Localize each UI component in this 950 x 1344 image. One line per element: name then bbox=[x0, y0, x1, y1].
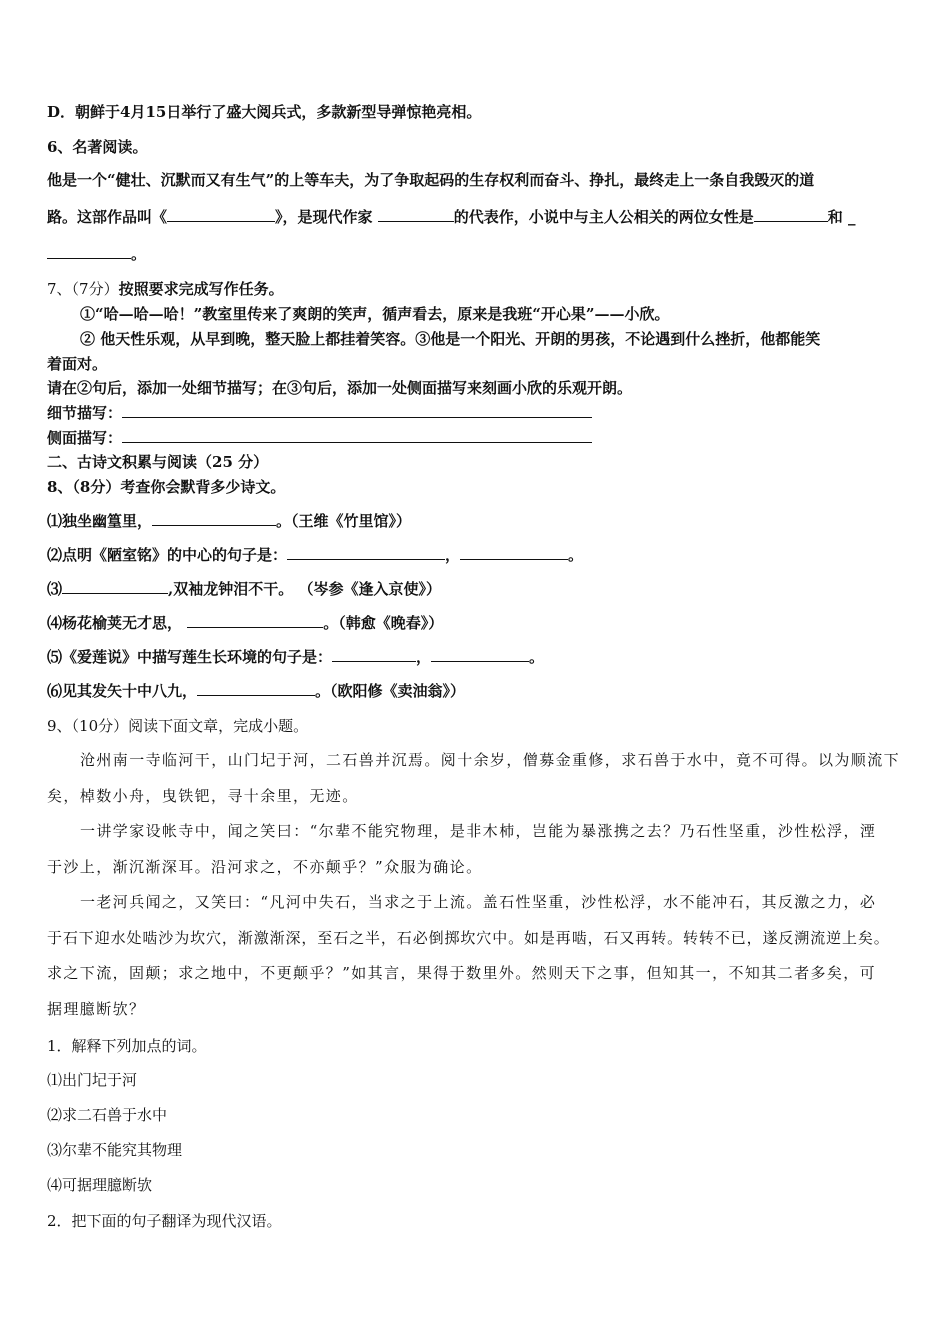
blank-woman-1[interactable] bbox=[754, 207, 828, 222]
blank-woman-2[interactable] bbox=[47, 244, 131, 259]
q6-line2 bbox=[47, 207, 856, 227]
q9-sub2: 2．把下面的句子翻译为现代汉语。 bbox=[47, 1212, 282, 1230]
q6-text-c: 的代表作，小说中与主人公相关的两位女性是 bbox=[453, 208, 754, 226]
q8-i6-source: 。（欧阳修《卖油翁》） bbox=[315, 682, 466, 700]
q9-p3-line3: 求之下流，固颠；求之地中，不更颠乎？”如其言，果得于数里外。然则天下之事，但知其一，不知其二者多矣，可 bbox=[47, 964, 877, 982]
q8-blank-2b[interactable] bbox=[460, 545, 568, 560]
q7-sentence-1: ①“哈—哈—哈！”教室里传来了爽朗的笑声，循声看去，原来是我班“开心果”——小欣。 bbox=[80, 305, 670, 323]
q8-blank-6[interactable] bbox=[197, 681, 315, 696]
q7-detail-row bbox=[47, 403, 592, 423]
q5-option-d: D．朝鲜于4月15日举行了盛大阅兵式，多款新型导弹惊艳亮相。 bbox=[47, 103, 482, 121]
detail-answer-line[interactable] bbox=[122, 403, 592, 418]
q8-item-5 bbox=[47, 647, 544, 667]
q6-heading: 6、名著阅读。 bbox=[47, 138, 148, 156]
q8-i4-text: ⑷杨花榆荚无才思， bbox=[47, 614, 188, 632]
side-label: 侧面描写： bbox=[47, 429, 123, 447]
q9-p1-line2: 矣，棹数小舟，曳铁钯，寻十余里，无迹。 bbox=[47, 787, 359, 805]
q8-item-6 bbox=[47, 681, 465, 701]
q8-blank-5a[interactable] bbox=[332, 647, 416, 662]
q9-word-2: ⑵求二石兽于水中 bbox=[47, 1106, 168, 1124]
q8-i5-end: 。 bbox=[529, 648, 545, 666]
q8-i5-comma: ， bbox=[416, 648, 432, 666]
q8-item-1 bbox=[47, 511, 411, 531]
q9-p3-line4: 据理臆断欤？ bbox=[47, 1000, 146, 1018]
q7-sentence-2: ② 他天性乐观，从早到晚，整天脸上都挂着笑容。③他是一个阳光、开朗的男孩，不论遇到什么挫折，他都能笑 bbox=[80, 330, 821, 348]
q8-blank-3[interactable] bbox=[62, 579, 168, 594]
q6-text-a: 路。这部作品叫《 bbox=[47, 208, 168, 226]
q8-blank-4[interactable] bbox=[187, 613, 323, 628]
q9-word-3: ⑶尔辈不能究其物理 bbox=[47, 1141, 183, 1159]
q7-number: 7、（7分） bbox=[47, 280, 119, 298]
q8-i6-text: ⑹见其发矢十中八九， bbox=[47, 682, 198, 700]
q8-item-3 bbox=[47, 579, 441, 599]
q9-sub1: 1．解释下列加点的词。 bbox=[47, 1037, 207, 1055]
q7-heading-text: 按照要求完成写作任务。 bbox=[118, 280, 284, 298]
q9-p3-line1: 一老河兵闻之，又笑曰：“凡河中失石，当求之于上流。盖石性坚重，沙性松浮，水不能冲石，其反激之力，必 bbox=[80, 893, 877, 911]
q6-text-end: 。 bbox=[131, 245, 147, 263]
q9-word-4: ⑷可据理臆断欤 bbox=[47, 1176, 153, 1194]
side-answer-line[interactable] bbox=[122, 428, 592, 443]
q9-p1-line1: 沧州南一寺临河干，山门圮于河，二石兽并沉焉。阅十余岁，僧募金重修，求石兽于水中，竟不可得。以为顺流下 bbox=[80, 751, 901, 769]
q7-task: 请在②句后，添加一处细节描写；在③句后，添加一处侧面描写来刻画小欣的乐观开朗。 bbox=[47, 379, 633, 397]
blank-book-title[interactable] bbox=[167, 207, 275, 222]
q8-i3-text: ,双袖龙钟泪不干。 （岑参《逢入京使》） bbox=[168, 580, 441, 598]
blank-author[interactable] bbox=[378, 207, 454, 222]
q8-heading: 8、（8分）考查你会默背多少诗文。 bbox=[47, 478, 286, 496]
q7-sentence-2-cont: 着面对。 bbox=[47, 355, 108, 373]
q8-blank-2a[interactable] bbox=[287, 545, 445, 560]
q8-i5-text: ⑸《爱莲说》中描写莲生长环境的句子是： bbox=[47, 648, 333, 666]
q8-blank-5b[interactable] bbox=[431, 647, 529, 662]
q9-p3-line2: 于石下迎水处啮沙为坎穴，渐激渐深，至石之半，石必倒掷坎穴中。如是再啮，石又再转。转转不已，遂反溯流逆上矣。 bbox=[47, 929, 890, 947]
q8-i3-num: ⑶ bbox=[47, 580, 63, 598]
q7-heading bbox=[47, 279, 284, 299]
q8-i1-source: 。（王维《竹里馆》） bbox=[276, 512, 412, 530]
q8-blank-1[interactable] bbox=[152, 511, 276, 526]
q8-i2-end: 。 bbox=[568, 546, 584, 564]
q7-side-row bbox=[47, 428, 592, 448]
q8-i2-comma: ， bbox=[445, 546, 461, 564]
q9-p2-line2: 于沙上，渐沉渐深耳。沿河求之，不亦颠乎？”众服为确论。 bbox=[47, 858, 483, 876]
detail-label: 细节描写： bbox=[47, 404, 123, 422]
q8-i2-text: ⑵点明《陋室铭》的中心的句子是： bbox=[47, 546, 288, 564]
q8-item-4 bbox=[47, 613, 443, 633]
q6-line3 bbox=[47, 244, 146, 264]
section-2-heading: 二、古诗文积累与阅读（25 分） bbox=[47, 453, 269, 471]
q6-text-b: 》，是现代作家 bbox=[275, 208, 378, 226]
q9-word-1: ⑴出门圮于河 bbox=[47, 1071, 138, 1089]
q8-i4-source: 。（韩愈《晚春》） bbox=[323, 614, 444, 632]
q6-text-d: 和 _ bbox=[827, 208, 856, 226]
q8-item-2 bbox=[47, 545, 583, 565]
q6-line1: 他是一个“健壮、沉默而又有生气”的上等车夫，为了争取起码的生存权利而奋斗、挣扎，最终走上一条自我毁灭的道 bbox=[47, 171, 815, 189]
q9-p2-line1: 一讲学家设帐寺中，闻之笑曰：“尔辈不能究物理，是非木杮，岂能为暴涨携之去？乃石性坚重，沙性松浮，湮 bbox=[80, 822, 877, 840]
q8-i1-text: ⑴独坐幽篁里， bbox=[47, 512, 153, 530]
q9-heading: 9、（10分）阅读下面文章，完成小题。 bbox=[47, 717, 309, 735]
